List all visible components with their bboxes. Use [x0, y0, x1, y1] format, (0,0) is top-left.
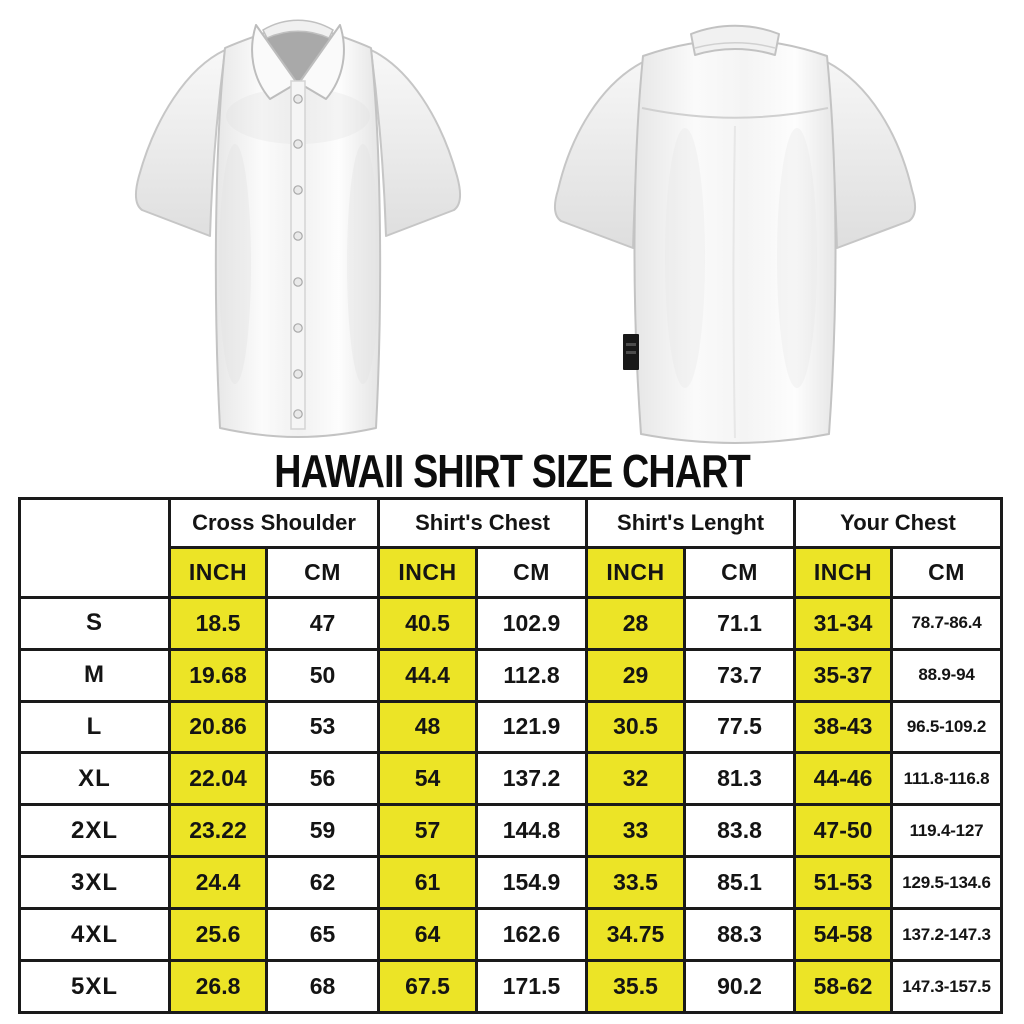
- shirt-back-image: [528, 8, 942, 446]
- unit-header-cm: CM: [685, 547, 795, 597]
- back-right-shade: [777, 128, 817, 388]
- cm-cell: 78.7-86.4: [892, 597, 1002, 649]
- cm-cell: 129.5-134.6: [892, 857, 1002, 909]
- column-group-cross-shoulder: Cross Shoulder: [170, 499, 379, 548]
- inch-cell: 34.75: [587, 909, 685, 961]
- cm-cell: 137.2: [477, 753, 587, 805]
- inch-cell: 26.8: [170, 961, 267, 1013]
- inch-cell: 48: [379, 701, 477, 753]
- table-row-4xl: [20, 909, 1002, 961]
- inch-cell: 35-37: [795, 649, 892, 701]
- inch-cell: 18.5: [170, 597, 267, 649]
- cm-cell: 68: [267, 961, 379, 1013]
- size-chart-table: [18, 497, 1003, 1014]
- inch-cell: 33: [587, 805, 685, 857]
- column-group-your-chest: Your Chest: [795, 499, 1002, 548]
- unit-header-inch: INCH: [587, 547, 685, 597]
- unit-header-cm: CM: [267, 547, 379, 597]
- cm-cell: 147.3-157.5: [892, 961, 1002, 1013]
- inch-cell: 61: [379, 857, 477, 909]
- inch-cell: 44-46: [795, 753, 892, 805]
- size-cell: XL: [20, 753, 170, 805]
- size-cell: S: [20, 597, 170, 649]
- inch-cell: 51-53: [795, 857, 892, 909]
- inch-cell: 40.5: [379, 597, 477, 649]
- table-row-l: [20, 701, 1002, 753]
- cm-cell: 62: [267, 857, 379, 909]
- cm-cell: 137.2-147.3: [892, 909, 1002, 961]
- size-cell: M: [20, 649, 170, 701]
- cm-cell: 88.9-94: [892, 649, 1002, 701]
- inch-cell: 64: [379, 909, 477, 961]
- inch-cell: 58-62: [795, 961, 892, 1013]
- inch-cell: 47-50: [795, 805, 892, 857]
- unit-header-inch: INCH: [379, 547, 477, 597]
- cm-cell: 85.1: [685, 857, 795, 909]
- size-cell: 2XL: [20, 805, 170, 857]
- cm-cell: 111.8-116.8: [892, 753, 1002, 805]
- size-cell: L: [20, 701, 170, 753]
- front-left-sleeve: [136, 50, 225, 236]
- inch-cell: 54: [379, 753, 477, 805]
- inch-cell: 35.5: [587, 961, 685, 1013]
- group-header-row: [20, 499, 1002, 548]
- cm-cell: 83.8: [685, 805, 795, 857]
- table-row-3xl: [20, 857, 1002, 909]
- shirt-front-shapes: [136, 20, 460, 437]
- inch-cell: 30.5: [587, 701, 685, 753]
- inch-cell: 44.4: [379, 649, 477, 701]
- back-left-shade: [665, 128, 705, 388]
- unit-header-inch: INCH: [170, 547, 267, 597]
- inch-cell: 23.22: [170, 805, 267, 857]
- inch-cell: 25.6: [170, 909, 267, 961]
- cm-cell: 144.8: [477, 805, 587, 857]
- cm-cell: 77.5: [685, 701, 795, 753]
- column-group-shirts-lenght: Shirt's Lenght: [587, 499, 795, 548]
- cm-cell: 50: [267, 649, 379, 701]
- cm-cell: 112.8: [477, 649, 587, 701]
- back-left-sleeve: [555, 62, 643, 248]
- inch-cell: 38-43: [795, 701, 892, 753]
- cm-cell: 154.9: [477, 857, 587, 909]
- back-right-sleeve: [827, 62, 915, 248]
- front-right-sleeve: [371, 50, 460, 236]
- shirt-front-image: [112, 4, 484, 446]
- cm-cell: 102.9: [477, 597, 587, 649]
- front-right-shade: [347, 144, 379, 384]
- size-cell: 3XL: [20, 857, 170, 909]
- cm-cell: 65: [267, 909, 379, 961]
- table-row-m: [20, 649, 1002, 701]
- cm-cell: 71.1: [685, 597, 795, 649]
- inch-cell: 22.04: [170, 753, 267, 805]
- inch-cell: 29: [587, 649, 685, 701]
- inch-cell: 67.5: [379, 961, 477, 1013]
- cm-cell: 88.3: [685, 909, 795, 961]
- size-cell: 4XL: [20, 909, 170, 961]
- table-row-xl: [20, 753, 1002, 805]
- cm-cell: 119.4-127: [892, 805, 1002, 857]
- unit-header-inch: INCH: [795, 547, 892, 597]
- table-row-s: [20, 597, 1002, 649]
- inch-cell: 57: [379, 805, 477, 857]
- inch-cell: 20.86: [170, 701, 267, 753]
- cm-cell: 171.5: [477, 961, 587, 1013]
- cm-cell: 81.3: [685, 753, 795, 805]
- title-row: [0, 444, 1024, 498]
- unit-header-cm: CM: [477, 547, 587, 597]
- cm-cell: 47: [267, 597, 379, 649]
- cm-cell: 56: [267, 753, 379, 805]
- inch-cell: 19.68: [170, 649, 267, 701]
- inch-cell: 32: [587, 753, 685, 805]
- back-side-tag: [623, 334, 639, 370]
- cm-cell: 121.9: [477, 701, 587, 753]
- column-group-shirts-chest: Shirt's Chest: [379, 499, 587, 548]
- inch-cell: 28: [587, 597, 685, 649]
- page-title: HAWAII SHIRT SIZE CHART: [274, 445, 750, 497]
- inch-cell: 33.5: [587, 857, 685, 909]
- cm-cell: 59: [267, 805, 379, 857]
- cm-cell: 73.7: [685, 649, 795, 701]
- cm-cell: 96.5-109.2: [892, 701, 1002, 753]
- cm-cell: 53: [267, 701, 379, 753]
- inch-cell: 31-34: [795, 597, 892, 649]
- inch-cell: 24.4: [170, 857, 267, 909]
- unit-header-cm: CM: [892, 547, 1002, 597]
- cm-cell: 162.6: [477, 909, 587, 961]
- size-cell: 5XL: [20, 961, 170, 1013]
- cm-cell: 90.2: [685, 961, 795, 1013]
- table-row-2xl: [20, 805, 1002, 857]
- table-row-5xl: [20, 961, 1002, 1013]
- shirt-back-shapes: [555, 26, 915, 443]
- inch-cell: 54-58: [795, 909, 892, 961]
- corner-cell: [20, 499, 170, 598]
- front-left-shade: [219, 144, 251, 384]
